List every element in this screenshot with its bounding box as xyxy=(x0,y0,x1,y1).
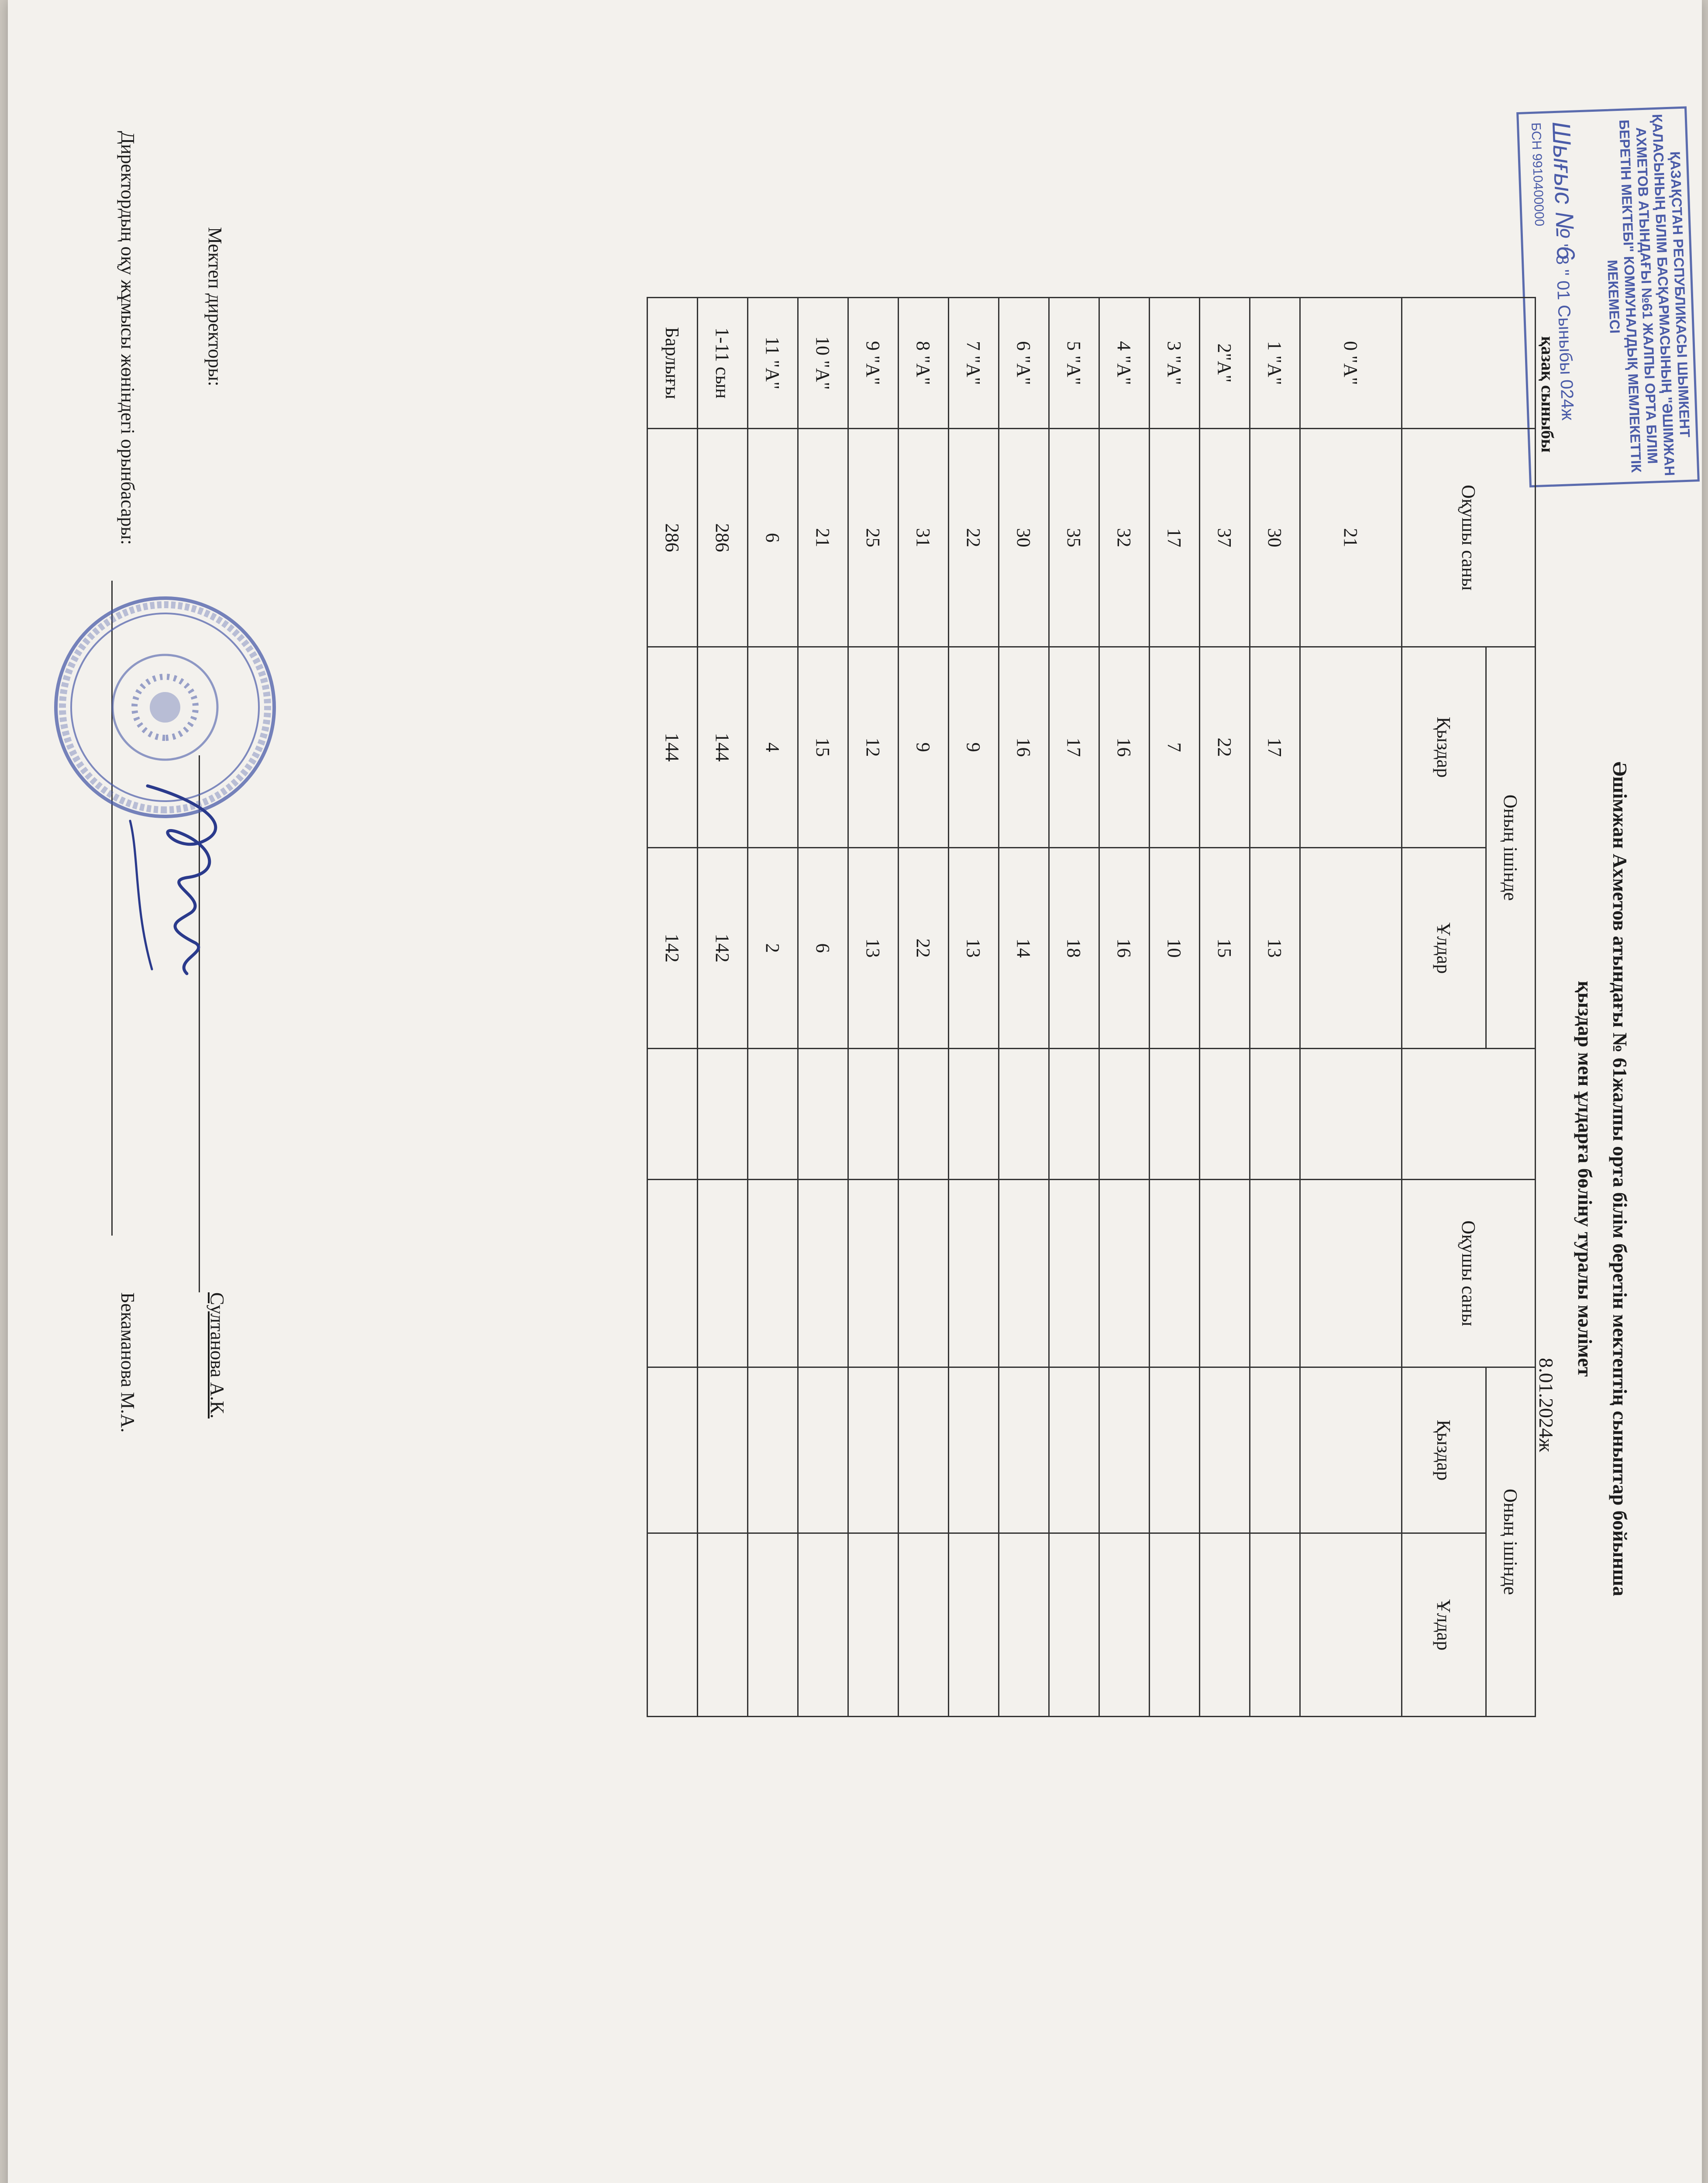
cell-boys: 14 xyxy=(999,848,1049,1049)
table-row xyxy=(899,298,949,1717)
cell-class: 4 "А" xyxy=(1099,298,1150,429)
cell-girls: 17 xyxy=(1250,647,1300,848)
header-pupils-count: Оқушы саны xyxy=(1402,429,1536,647)
cell-class: 1 "А" xyxy=(1250,298,1300,429)
school-type-label: қазақ сыныбы xyxy=(1538,336,1557,453)
cell-boys-2 xyxy=(1150,1533,1200,1717)
table-row xyxy=(748,298,798,1717)
cell-blank xyxy=(1300,1049,1402,1180)
table-row xyxy=(698,298,748,1717)
cell-class: 0 "А" xyxy=(1300,298,1402,429)
cell-girls-2 xyxy=(1099,1367,1150,1533)
cell-total: 17 xyxy=(1150,429,1200,647)
header-pupils-count-2: Оқушы саны xyxy=(1402,1180,1536,1367)
cell-total-2 xyxy=(1099,1180,1150,1367)
cell-boys: 18 xyxy=(1049,848,1099,1049)
cell-boys-2 xyxy=(1200,1533,1250,1717)
cell-blank xyxy=(698,1049,748,1180)
cell-total-2 xyxy=(1300,1180,1402,1367)
cell-total: 37 xyxy=(1200,429,1250,647)
header-boys-2: Ұлдар xyxy=(1402,1533,1486,1717)
cell-girls-2 xyxy=(1049,1367,1099,1533)
cell-boys-2 xyxy=(748,1533,798,1717)
cell-girls-2 xyxy=(999,1367,1049,1533)
cell-total: 286 xyxy=(647,429,698,647)
cell-boys-2 xyxy=(1250,1533,1300,1717)
table-row xyxy=(798,298,848,1717)
cell-girls xyxy=(1300,647,1402,848)
cell-girls: 144 xyxy=(647,647,698,848)
cell-class: 11 "А" xyxy=(748,298,798,429)
cell-boys: 13 xyxy=(949,848,999,1049)
cell-total-2 xyxy=(999,1180,1049,1367)
table-row xyxy=(647,298,698,1717)
cell-girls-2 xyxy=(1200,1367,1250,1533)
table-row xyxy=(1150,298,1200,1717)
cell-blank xyxy=(848,1049,899,1180)
stamp-number: Шығыс № 6 xyxy=(1546,121,1580,261)
table-row xyxy=(1250,298,1300,1717)
cell-boys: 10 xyxy=(1150,848,1200,1049)
cell-total: 6 xyxy=(748,429,798,647)
document-title-line2: қыздар мен ұлдарға бөліну туралы мәлімет xyxy=(1574,981,1596,1377)
cell-total-2 xyxy=(899,1180,949,1367)
cell-boys-2 xyxy=(999,1533,1049,1717)
header-blank xyxy=(1402,1049,1536,1180)
table-header-row xyxy=(1486,298,1536,1717)
cell-girls: 15 xyxy=(798,647,848,848)
table-row xyxy=(1200,298,1250,1717)
handwritten-signature-icon xyxy=(104,768,261,987)
cell-girls-2 xyxy=(949,1367,999,1533)
cell-blank xyxy=(1049,1049,1099,1180)
header-girls-2: Қыздар xyxy=(1402,1367,1486,1533)
pupils-table xyxy=(647,297,1536,1717)
table-row xyxy=(848,298,899,1717)
cell-boys-2 xyxy=(798,1533,848,1717)
cell-boys-2 xyxy=(1300,1533,1402,1717)
cell-girls-2 xyxy=(848,1367,899,1533)
director-name: Султанова А.К. xyxy=(207,1292,228,1419)
cell-total: 21 xyxy=(1300,429,1402,647)
cell-blank xyxy=(999,1049,1049,1180)
cell-total: 25 xyxy=(848,429,899,647)
cell-girls-2 xyxy=(1150,1367,1200,1533)
cell-boys-2 xyxy=(848,1533,899,1717)
cell-girls-2 xyxy=(647,1367,698,1533)
cell-boys: 2 xyxy=(748,848,798,1049)
cell-girls-2 xyxy=(698,1367,748,1533)
cell-total-2 xyxy=(1250,1180,1300,1367)
cell-blank xyxy=(1200,1049,1250,1180)
rotated-page xyxy=(8,0,1702,2183)
cell-total-2 xyxy=(748,1180,798,1367)
cell-class: 5 "А" xyxy=(1049,298,1099,429)
cell-girls-2 xyxy=(1250,1367,1300,1533)
cell-boys-2 xyxy=(949,1533,999,1717)
cell-total-2 xyxy=(1049,1180,1099,1367)
cell-total: 32 xyxy=(1099,429,1150,647)
cell-total: 30 xyxy=(1250,429,1300,647)
cell-boys: 13 xyxy=(1250,848,1300,1049)
director-label: Мектеп директоры: xyxy=(204,227,226,386)
document-title-line1: Әшімжан Ахметов атындағы № 61жалпы орта білім беретін мектептің сыныптар бойынша xyxy=(1609,761,1631,1596)
cell-class: 7 "А" xyxy=(949,298,999,429)
header-class xyxy=(1402,298,1536,429)
cell-boys: 22 xyxy=(899,848,949,1049)
cell-total-2 xyxy=(798,1180,848,1367)
cell-total: 35 xyxy=(1049,429,1099,647)
cell-blank xyxy=(748,1049,798,1180)
cell-boys: 142 xyxy=(647,848,698,1049)
document-sheet xyxy=(8,0,1702,2183)
table-row xyxy=(1049,298,1099,1717)
table-row xyxy=(1099,298,1150,1717)
cell-blank xyxy=(798,1049,848,1180)
document-date: 8.01.2024ж xyxy=(1535,1358,1557,1452)
cell-total-2 xyxy=(848,1180,899,1367)
cell-blank xyxy=(949,1049,999,1180)
header-of-which: Оның ішінде xyxy=(1486,647,1536,1049)
cell-total-2 xyxy=(647,1180,698,1367)
stamp-header: ҚАЗАҚСТАН РЕСПУБЛИКАСЫ ШЫМКЕНТ ҚАЛАСЫНЫҢ БІЛІМ БАСҚАРМАСЫНЫҢ "ӘШІМЖАН АХМЕТОВ АТЫНДАҒЫ №61 ЖАЛПЫ ОРТА БІЛІМ БЕРЕТІН МЕКТЕБІ" КОММУНАЛДЫҚ МЕМЛЕКЕТТІК МЕКЕМЕСІ xyxy=(1605,114,1693,476)
cell-girls: 16 xyxy=(1099,647,1150,848)
cell-girls-2 xyxy=(899,1367,949,1533)
header-boys: Ұлдар xyxy=(1402,848,1486,1049)
cell-blank xyxy=(899,1049,949,1180)
cell-total: 30 xyxy=(999,429,1049,647)
cell-boys-2 xyxy=(1099,1533,1150,1717)
cell-boys-2 xyxy=(1049,1533,1099,1717)
header-of-which-2: Оның ішінде xyxy=(1486,1367,1536,1717)
cell-girls: 12 xyxy=(848,647,899,848)
cell-girls: 9 xyxy=(899,647,949,848)
table-row xyxy=(949,298,999,1717)
cell-total: 31 xyxy=(899,429,949,647)
cell-girls-2 xyxy=(748,1367,798,1533)
cell-boys-2 xyxy=(899,1533,949,1717)
cell-class: Барлығы xyxy=(647,298,698,429)
cell-boys xyxy=(1300,848,1402,1049)
cell-blank xyxy=(1250,1049,1300,1180)
cell-class: 2"А" xyxy=(1200,298,1250,429)
cell-blank xyxy=(1150,1049,1200,1180)
stamp-date: " 8 " 01 Сыныбы 024ж xyxy=(1552,243,1577,421)
cell-girls: 7 xyxy=(1150,647,1200,848)
cell-total: 22 xyxy=(949,429,999,647)
cell-girls: 16 xyxy=(999,647,1049,848)
cell-total-2 xyxy=(949,1180,999,1367)
cell-class: 8 "А" xyxy=(899,298,949,429)
cell-class: 9 "А" xyxy=(848,298,899,429)
cell-girls-2 xyxy=(1300,1367,1402,1533)
stamp-bin: БСН 9910400000 xyxy=(1528,122,1547,227)
cell-boys: 16 xyxy=(1099,848,1150,1049)
table-body xyxy=(647,298,1402,1717)
cell-boys: 15 xyxy=(1200,848,1250,1049)
header-girls: Қыздар xyxy=(1402,647,1486,848)
cell-class: 1-11 сын xyxy=(698,298,748,429)
cell-total: 21 xyxy=(798,429,848,647)
cell-class: 10 "А" xyxy=(798,298,848,429)
cell-girls: 22 xyxy=(1200,647,1250,848)
cell-girls: 17 xyxy=(1049,647,1099,848)
table-row xyxy=(999,298,1049,1717)
cell-class: 3 "А" xyxy=(1150,298,1200,429)
cell-boys-2 xyxy=(647,1533,698,1717)
deputy-label: Директордың оқу жұмысы жөніндегі орынбасары: xyxy=(117,131,138,545)
cell-girls-2 xyxy=(798,1367,848,1533)
cell-boys-2 xyxy=(698,1533,748,1717)
cell-total-2 xyxy=(698,1180,748,1367)
cell-total-2 xyxy=(1200,1180,1250,1367)
cell-class: 6 "А" xyxy=(999,298,1049,429)
cell-blank xyxy=(647,1049,698,1180)
cell-girls: 4 xyxy=(748,647,798,848)
cell-boys: 13 xyxy=(848,848,899,1049)
cell-blank xyxy=(1099,1049,1150,1180)
cell-boys: 6 xyxy=(798,848,848,1049)
cell-boys: 142 xyxy=(698,848,748,1049)
cell-total: 286 xyxy=(698,429,748,647)
cell-girls: 9 xyxy=(949,647,999,848)
table-row xyxy=(1300,298,1402,1717)
cell-total-2 xyxy=(1150,1180,1200,1367)
deputy-name: Бекаманова М.А. xyxy=(117,1292,138,1433)
cell-girls: 144 xyxy=(698,647,748,848)
